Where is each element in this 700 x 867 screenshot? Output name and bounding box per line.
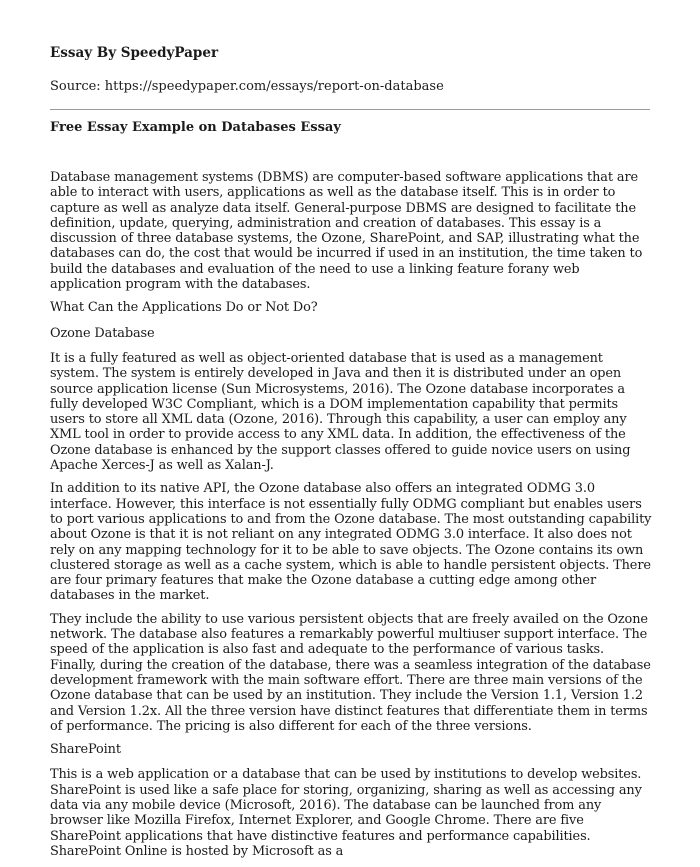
paragraph-intro: Database management systems (DBMS) are computer-based software applications that are able to interact with users, applications as well as the database itself. This is in order to capture as well as analyze data itself. General-purpose DBMS are designed to facilitate the definition, update, querying, administration and creation of databases. This essay is a discussion of three database systems, the Ozone, SharePoint, and SAP, illustrating what the databases can do, the cost that would be incurred if used in an institution, the time taken to build the databases and evaluation of the need to use a linking feature forany web application program with the databases. <box>50 170 643 293</box>
source-line: Source: https://speedypaper.com/essays/report-on-database <box>50 79 444 94</box>
essay-body <box>50 170 652 867</box>
essay-author-line: Essay By SpeedyPaper <box>50 45 219 61</box>
paragraph-ozone-3: They include the ability to use various persistent objects that are freely availed on the Ozone network. The database also features a remarkably powerful multiuser support interface. The speed of the application is also fast and adequate to the performance of various tasks. Finally, during the creation of the database, there was a seamless integration of the database development framework with the main software effort. There are three main versions of the Ozone database that can be used by an institution. They include the Version 1.1, Version 1.2 and Version 1.2x. All the three version have distinct features that differentiate them in terms of performance. The pricing is also different for each of the three versions. <box>50 611 651 734</box>
section-heading-sharepoint: SharePoint <box>50 742 121 758</box>
paragraph-ozone-1: It is a fully featured as well as object-oriented database that is used as a management system. The system is entirely developed in Java and then it is distributed under an open source application license (Sun Microsystems, 2016). The Ozone database incorporates a fully developed W3C Compliant, which is a DOM implementation capability that permits users to store all XML data (Ozone, 2016). Through this capability, a user can employ any XML tool in order to provide access to any XML data. In addition, the effectiveness of the Ozone database is enhanced by the support classes offered to guide novice users on using Apache Xerces-J as well as Xalan-J. <box>50 350 631 474</box>
document-header <box>50 44 650 96</box>
header-divider <box>50 109 650 110</box>
section-heading-ozone: Ozone Database <box>50 325 155 341</box>
paragraph-ozone-2: In addition to its native API, the Ozone database also offers an integrated ODMG 3.0 interface. However, this interface is not essentially fully ODMG compliant but enables users to port various applications to and from the Ozone database. The most outstanding capability about Ozone is that it is not reliant on any integrated ODMG 3.0 interface. It also does not rely on any mapping technology for it to be able to save objects. The Ozone contains its own clustered storage as well as a cache system, which is able to handle persistent objects. There are four primary features that make the Ozone database a cutting edge among other databases in the market. <box>50 481 652 604</box>
section-heading-capabilities: What Can the Applications Do or Not Do? <box>50 300 318 316</box>
paragraph-sharepoint-1: This is a web application or a database that can be used by institutions to develop websites. SharePoint is used like a safe place for storing, organizing, sharing as well as accessing any data via any mobile device (Microsoft, 2016). The database can be launched from any browser like Mozilla Firefox, Internet Explorer, and Google Chrome. There are five SharePoint applications that have distinctive features and performance capabilities. SharePoint Online is hosted by Microsoft as a <box>50 767 642 859</box>
essay-title: Free Essay Example on Databases Essay <box>50 120 341 135</box>
